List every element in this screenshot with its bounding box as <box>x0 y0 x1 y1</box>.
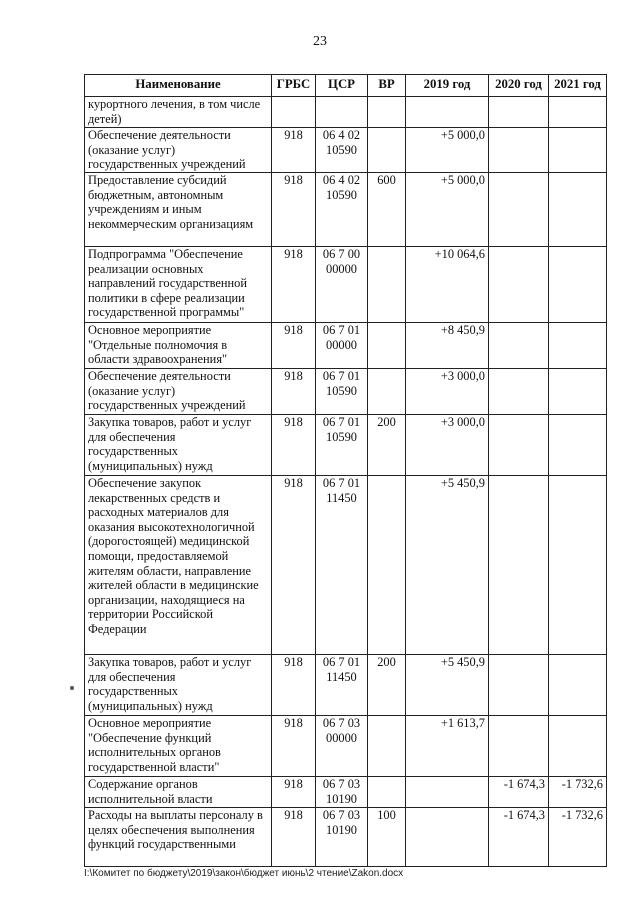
cell-2020 <box>489 97 549 128</box>
table-row <box>85 128 607 173</box>
cell-csr: 06 7 01 10590 <box>316 415 368 476</box>
cell-2021 <box>549 369 607 415</box>
header-2019: 2019 год <box>406 75 489 97</box>
scan-speck <box>70 686 74 690</box>
cell-2019: +5 000,0 <box>406 173 489 247</box>
cell-2021: -1 732,6 <box>549 777 607 808</box>
cell-vr <box>368 476 406 655</box>
cell-name: Обеспечение деятельности (оказание услуг) государственных учреждений <box>85 128 272 173</box>
cell-name: Обеспечение деятельности (оказание услуг) государственных учреждений <box>85 369 272 415</box>
cell-grbs: 918 <box>272 323 316 369</box>
cell-name: Основное мероприятие "Обеспечение функций исполнительных органов государственной власти" <box>85 716 272 777</box>
cell-2021 <box>549 415 607 476</box>
cell-grbs: 918 <box>272 777 316 808</box>
header-2021: 2021 год <box>549 75 607 97</box>
cell-2020: -1 674,3 <box>489 777 549 808</box>
table-header-row <box>85 75 607 97</box>
cell-vr: 200 <box>368 655 406 716</box>
cell-name: курортного лечения, в том числе детей) <box>85 97 272 128</box>
cell-2019 <box>406 97 489 128</box>
cell-2020 <box>489 655 549 716</box>
cell-name: Расходы на выплаты персоналу в целях обеспечения выполнения функций государственными <box>85 808 272 867</box>
table-row <box>85 808 607 867</box>
table-row <box>85 716 607 777</box>
cell-name: Обеспечение закупок лекарственных средств и расходных материалов для оказания высокотехнологичной (дорогостоящей) медицинской помощи, предоставляемой жителям области, направление жителей области в медицинские организации, находящиеся на территории Российской Федерации <box>85 476 272 655</box>
cell-grbs: 918 <box>272 173 316 247</box>
cell-csr: 06 7 01 00000 <box>316 323 368 369</box>
cell-name: Закупка товаров, работ и услуг для обеспечения государственных (муниципальных) нужд <box>85 655 272 716</box>
cell-vr <box>368 97 406 128</box>
cell-grbs: 918 <box>272 808 316 867</box>
cell-2019: +5 450,9 <box>406 655 489 716</box>
cell-2020 <box>489 369 549 415</box>
cell-2019: +5 450,9 <box>406 476 489 655</box>
cell-2021 <box>549 655 607 716</box>
cell-2019 <box>406 777 489 808</box>
cell-2019: +3 000,0 <box>406 415 489 476</box>
cell-name: Подпрограмма "Обеспечение реализации основных направлений государственной политики в сфере реализации государственной программы" <box>85 247 272 323</box>
header-grbs: ГРБС <box>272 75 316 97</box>
cell-vr: 600 <box>368 173 406 247</box>
cell-2019 <box>406 808 489 867</box>
cell-vr <box>368 247 406 323</box>
cell-vr <box>368 369 406 415</box>
cell-2021 <box>549 97 607 128</box>
table-row <box>85 247 607 323</box>
cell-2020: -1 674,3 <box>489 808 549 867</box>
footer-file-path: I:\Комитет по бюджету\2019\закон\бюджет июнь\2 чтение\Zakon.docx <box>84 868 404 879</box>
cell-2020 <box>489 415 549 476</box>
cell-name: Основное мероприятие "Отдельные полномочия в области здравоохранения" <box>85 323 272 369</box>
cell-grbs: 918 <box>272 369 316 415</box>
cell-csr: 06 7 03 10190 <box>316 808 368 867</box>
page-number: 23 <box>313 34 327 49</box>
cell-grbs: 918 <box>272 476 316 655</box>
table-row <box>85 369 607 415</box>
cell-grbs: 918 <box>272 247 316 323</box>
cell-2020 <box>489 323 549 369</box>
cell-2020 <box>489 247 549 323</box>
cell-grbs: 918 <box>272 415 316 476</box>
cell-2019: +1 613,7 <box>406 716 489 777</box>
table-row <box>85 97 607 128</box>
cell-2020 <box>489 173 549 247</box>
cell-2021: -1 732,6 <box>549 808 607 867</box>
cell-csr: 06 4 02 10590 <box>316 128 368 173</box>
cell-vr: 100 <box>368 808 406 867</box>
table-row <box>85 777 607 808</box>
cell-vr <box>368 777 406 808</box>
cell-csr: 06 4 02 10590 <box>316 173 368 247</box>
header-csr: ЦСР <box>316 75 368 97</box>
cell-csr: 06 7 01 11450 <box>316 476 368 655</box>
table-row <box>85 476 607 655</box>
cell-2021 <box>549 173 607 247</box>
header-name: Наименование <box>85 75 272 97</box>
cell-2021 <box>549 323 607 369</box>
cell-csr: 06 7 03 10190 <box>316 777 368 808</box>
cell-grbs: 918 <box>272 655 316 716</box>
cell-csr <box>316 97 368 128</box>
table-row <box>85 173 607 247</box>
cell-csr: 06 7 03 00000 <box>316 716 368 777</box>
header-vr: ВР <box>368 75 406 97</box>
cell-2021 <box>549 128 607 173</box>
table-row <box>85 655 607 716</box>
cell-2019: +10 064,6 <box>406 247 489 323</box>
cell-csr: 06 7 01 10590 <box>316 369 368 415</box>
cell-name: Содержание органов исполнительной власти <box>85 777 272 808</box>
cell-2019: +5 000,0 <box>406 128 489 173</box>
cell-grbs <box>272 97 316 128</box>
cell-vr: 200 <box>368 415 406 476</box>
cell-2021 <box>549 716 607 777</box>
cell-2020 <box>489 716 549 777</box>
table-row <box>85 415 607 476</box>
cell-name: Предоставление субсидий бюджетным, автономным учреждениям и иным некоммерческим организациям <box>85 173 272 247</box>
cell-vr <box>368 716 406 777</box>
cell-2019: +3 000,0 <box>406 369 489 415</box>
cell-2021 <box>549 247 607 323</box>
cell-grbs: 918 <box>272 716 316 777</box>
cell-csr: 06 7 00 00000 <box>316 247 368 323</box>
cell-2019: +8 450,9 <box>406 323 489 369</box>
cell-vr <box>368 323 406 369</box>
cell-grbs: 918 <box>272 128 316 173</box>
header-2020: 2020 год <box>489 75 549 97</box>
table-row <box>85 323 607 369</box>
cell-2020 <box>489 476 549 655</box>
cell-name: Закупка товаров, работ и услуг для обеспечения государственных (муниципальных) нужд <box>85 415 272 476</box>
cell-2021 <box>549 476 607 655</box>
cell-csr: 06 7 01 11450 <box>316 655 368 716</box>
budget-table <box>84 74 607 867</box>
cell-2020 <box>489 128 549 173</box>
cell-vr <box>368 128 406 173</box>
